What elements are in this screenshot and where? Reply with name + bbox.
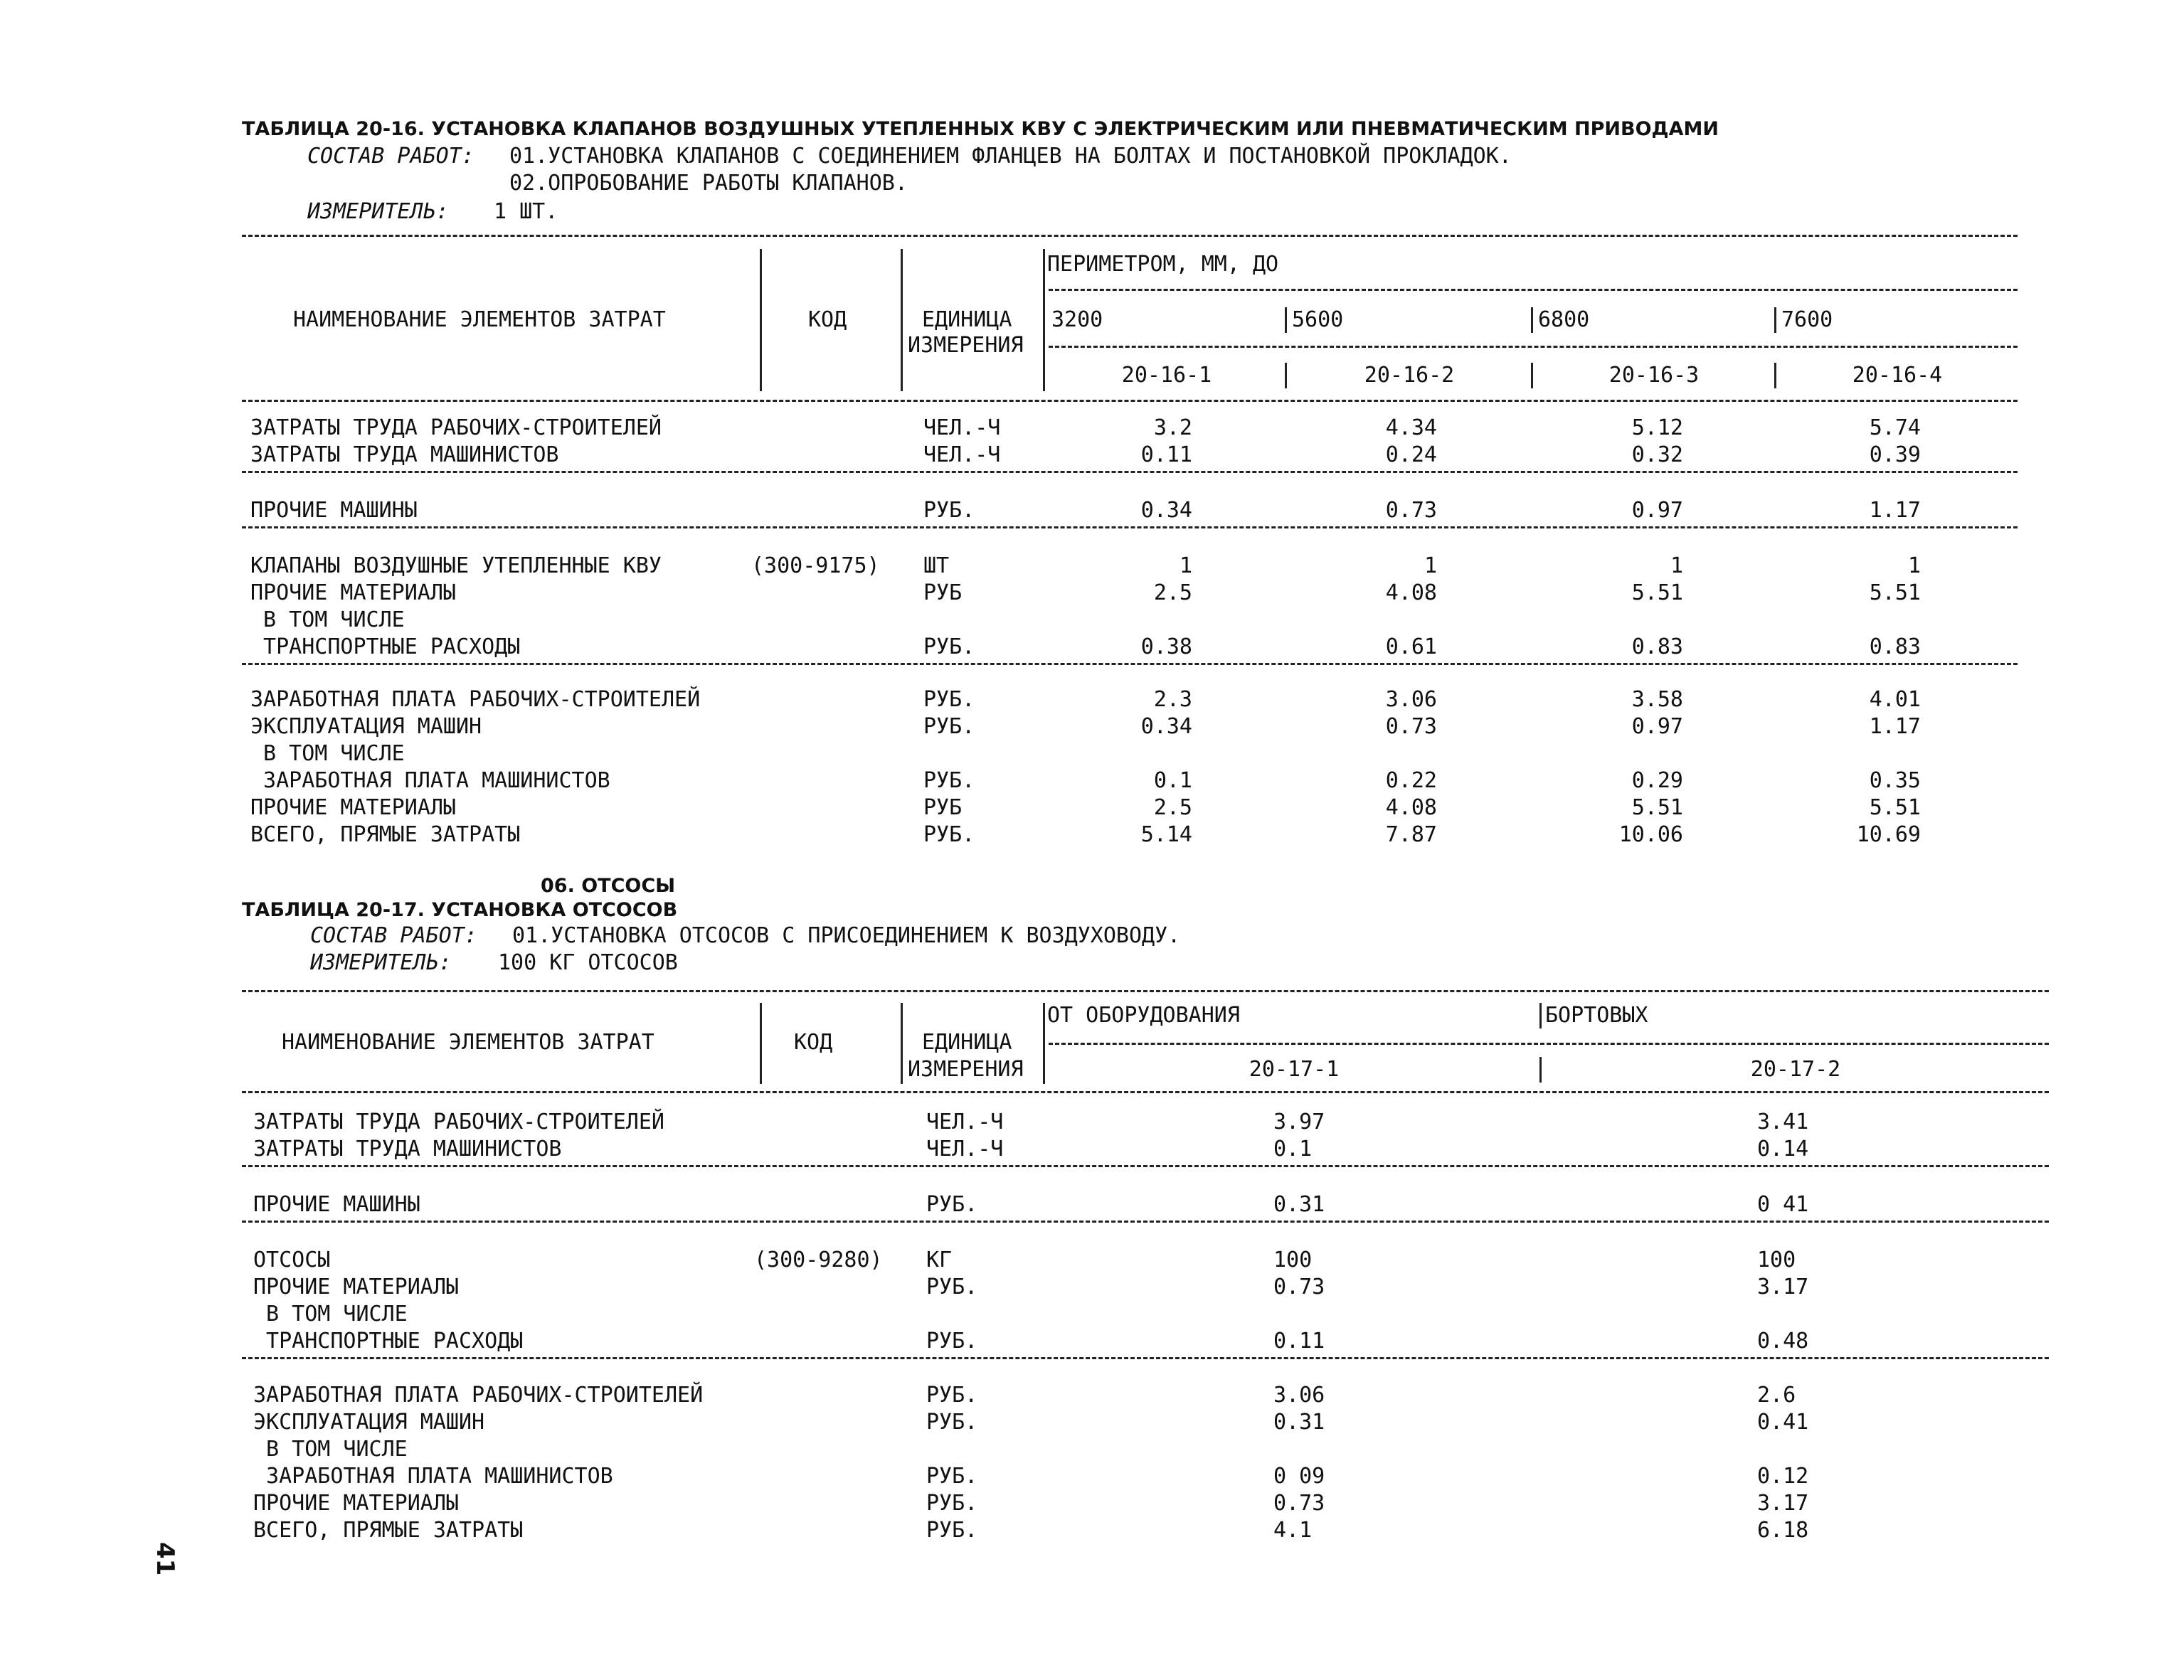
t17-row-value: 0.12	[1757, 1464, 1809, 1489]
t16-group-rule	[1049, 289, 2018, 291]
t16-col-4: 20-16-4	[1852, 363, 1943, 388]
t17-sostav-label: СОСТАВ РАБОТ:	[310, 923, 477, 948]
t17-row-name: ЗАРАБОТНАЯ ПЛАТА РАБОЧИХ-СТРОИТЕЛЕЙ	[253, 1383, 704, 1408]
t17-group-1: ОТ ОБОРУДОВАНИЯ	[1047, 1003, 1240, 1028]
t17-name-header: НАИМЕНОВАНИЕ ЭЛЕМЕНТОВ ЗАТРАТ	[282, 1030, 654, 1055]
t16-row-value: 0.97	[1631, 498, 1683, 523]
t16-row-name: ТРАНСПОРТНЫЕ РАСХОДЫ	[250, 634, 521, 659]
t17-top-rule	[242, 990, 2049, 992]
t17-code-header: КОД	[794, 1030, 833, 1055]
t16-col-2: 20-16-2	[1364, 363, 1455, 388]
t16-row-unit: РУБ	[923, 795, 963, 820]
t17-row-name: ЗАРАБОТНАЯ ПЛАТА МАШИНИСТОВ	[253, 1464, 613, 1489]
t16-row-value: 0.11	[1140, 442, 1192, 467]
t16-row-value: 1.17	[1869, 714, 1921, 739]
t16-row-value: 0.1	[1153, 768, 1192, 793]
t16-row-unit: РУБ.	[923, 714, 975, 739]
t16-sostav-1: 01.УСТАНОВКА КЛАПАНОВ С СОЕДИНЕНИЕМ ФЛАНЦЕВ НА БОЛТАХ И ПОСТАНОВКОЙ ПРОКЛАДОК.	[509, 144, 1512, 169]
t17-row-unit: РУБ.	[926, 1491, 978, 1516]
t16-code-header: КОД	[808, 307, 847, 332]
t16-perim-sep-2	[1531, 307, 1533, 333]
t16-row-value: 3.06	[1385, 687, 1437, 712]
t16-row-value: 0.22	[1385, 768, 1437, 793]
t17-row-value: 3.06	[1273, 1383, 1325, 1408]
t16-group-header: ПЕРИМЕТРОМ, ММ, ДО	[1047, 252, 1279, 277]
t16-row-value: 0.35	[1869, 768, 1921, 793]
page-number: 41	[151, 1542, 179, 1576]
section-title: 06. ОТСОСЫ	[541, 875, 676, 897]
t16-row-value: 0.29	[1631, 768, 1683, 793]
t16-col-sep-1	[1285, 363, 1287, 388]
t16-perim-2: 5600	[1292, 307, 1344, 332]
t17-row-value: 4.1	[1273, 1518, 1313, 1543]
t16-row-value: 2.5	[1153, 580, 1192, 605]
t16-row-value: 5.51	[1631, 580, 1683, 605]
t16-vline-2	[901, 249, 903, 391]
t16-row-value: 5.51	[1869, 795, 1921, 820]
t17-row-unit: ЧЕЛ.-Ч	[926, 1137, 1004, 1161]
t16-row-unit: ЧЕЛ.-Ч	[923, 415, 1001, 440]
t16-row-name: ЭКСПЛУАТАЦИЯ МАШИН	[250, 714, 482, 739]
t16-row-value: 5.14	[1140, 822, 1192, 847]
t16-row-value: 0.34	[1140, 498, 1192, 523]
t17-izm-label: ИЗМЕРИТЕЛЬ:	[310, 950, 452, 975]
t17-row-value: 0 41	[1757, 1192, 1809, 1217]
t16-row-value: 4.08	[1385, 580, 1437, 605]
t17-row-unit: КГ	[926, 1248, 953, 1272]
t17-col-sep	[1539, 1057, 1542, 1083]
t16-row-unit: ЧЕЛ.-Ч	[923, 442, 1001, 467]
t16-row-value: 0.73	[1385, 498, 1437, 523]
t16-row-name: ПРОЧИЕ МАТЕРИАЛЫ	[250, 795, 456, 820]
t16-row-value: 0.38	[1140, 634, 1192, 659]
t16-row-value: 2.5	[1153, 795, 1192, 820]
t16-row-name: КЛАПАНЫ ВОЗДУШНЫЕ УТЕПЛЕННЫЕ КВУ	[250, 553, 662, 578]
t16-row-value: 7.87	[1385, 822, 1437, 847]
t17-row-name: ПРОЧИЕ МАТЕРИАЛЫ	[253, 1275, 459, 1299]
t16-row-value: 4.08	[1385, 795, 1437, 820]
t16-row-name: В ТОМ ЧИСЛЕ	[250, 607, 405, 632]
t16-row-value: 10.69	[1856, 822, 1921, 847]
t17-row-code: (300-9280)	[754, 1248, 883, 1272]
t16-row-rule	[242, 663, 2018, 665]
t17-row-value: 0.73	[1273, 1275, 1325, 1299]
t16-vline-3	[1043, 249, 1045, 391]
t16-row-rule	[242, 526, 2018, 528]
t17-row-name: ПРОЧИЕ МАТЕРИАЛЫ	[253, 1491, 459, 1516]
t17-row-value: 3.17	[1757, 1491, 1809, 1516]
t16-row-value: 0.61	[1385, 634, 1437, 659]
t17-row-unit: РУБ.	[926, 1192, 978, 1217]
t17-row-value: 0.1	[1273, 1137, 1313, 1161]
t16-row-unit: РУБ.	[923, 634, 975, 659]
t16-row-code: (300-9175)	[751, 553, 880, 578]
t16-row-value: 4.01	[1869, 687, 1921, 712]
t16-row-name: ПРОЧИЕ МАШИНЫ	[250, 498, 418, 523]
t16-row-value: 1	[1179, 553, 1192, 578]
t17-row-unit: РУБ.	[926, 1518, 978, 1543]
t16-row-value: 1.17	[1869, 498, 1921, 523]
t17-group-2: БОРТОВЫХ	[1545, 1003, 1648, 1028]
t16-row-value: 5.74	[1869, 415, 1921, 440]
t16-row-value: 3.58	[1631, 687, 1683, 712]
t17-row-name: ПРОЧИЕ МАШИНЫ	[253, 1192, 420, 1217]
t16-izm-value: 1 ШТ.	[494, 199, 558, 224]
t16-row-name: ПРОЧИЕ МАТЕРИАЛЫ	[250, 580, 456, 605]
t17-row-value: 0.31	[1273, 1410, 1325, 1435]
t17-col-2: 20-17-2	[1750, 1057, 1841, 1082]
t17-sostav-1: 01.УСТАНОВКА ОТСОСОВ С ПРИСОЕДИНЕНИЕМ К ВОЗДУХОВОДУ.	[512, 923, 1181, 948]
t16-top-rule	[242, 235, 2018, 237]
t16-row-value: 0.97	[1631, 714, 1683, 739]
t17-row-value: 3.97	[1273, 1110, 1325, 1134]
t16-header-rule	[242, 400, 2018, 402]
t17-row-rule	[242, 1165, 2049, 1167]
t17-row-unit: ЧЕЛ.-Ч	[926, 1110, 1004, 1134]
t16-row-name: ВСЕГО, ПРЯМЫЕ ЗАТРАТЫ	[250, 822, 521, 847]
t16-row-name: ЗАРАБОТНАЯ ПЛАТА РАБОЧИХ-СТРОИТЕЛЕЙ	[250, 687, 701, 712]
t17-row-unit: РУБ.	[926, 1410, 978, 1435]
t16-row-value: 0.73	[1385, 714, 1437, 739]
t17-col-1: 20-17-1	[1249, 1057, 1340, 1082]
t16-title: ТАБЛИЦА 20-16. УСТАНОВКА КЛАПАНОВ ВОЗДУШНЫХ УТЕПЛЕННЫХ КВУ С ЭЛЕКТРИЧЕСКИМ ИЛИ ПНЕВМАТИЧЕСКИМ ПРИВОДАМИ	[242, 118, 1719, 140]
t17-unit-header-1: ЕДИНИЦА	[922, 1030, 1012, 1055]
t16-row-value: 0.39	[1869, 442, 1921, 467]
t16-perim-1: 3200	[1051, 307, 1103, 332]
t16-row-name: ЗАРАБОТНАЯ ПЛАТА МАШИНИСТОВ	[250, 768, 610, 793]
t16-row-value: 2.3	[1153, 687, 1192, 712]
t17-row-value: 100	[1273, 1248, 1313, 1272]
t16-perim-sep-1	[1285, 307, 1287, 333]
t17-vline-1	[760, 1003, 762, 1084]
t17-row-value: 3.17	[1757, 1275, 1809, 1299]
t16-row-value: 0.32	[1631, 442, 1683, 467]
t17-row-rule	[242, 1221, 2049, 1223]
t16-perim-3: 6800	[1538, 307, 1590, 332]
t16-row-value: 1	[1670, 553, 1683, 578]
t16-col-sep-3	[1774, 363, 1776, 388]
t16-perim-4: 7600	[1781, 307, 1833, 332]
t17-row-name: ЭКСПЛУАТАЦИЯ МАШИН	[253, 1410, 485, 1435]
t17-row-name: ВСЕГО, ПРЯМЫЕ ЗАТРАТЫ	[253, 1518, 524, 1543]
t16-row-value: 5.12	[1631, 415, 1683, 440]
t16-row-value: 4.34	[1385, 415, 1437, 440]
t17-row-value: 0.11	[1273, 1329, 1325, 1354]
t16-col-3: 20-16-3	[1608, 363, 1700, 388]
t16-row-name: В ТОМ ЧИСЛЕ	[250, 741, 405, 766]
t16-row-unit: ШТ	[923, 553, 950, 578]
t16-row-name: ЗАТРАТЫ ТРУДА МАШИНИСТОВ	[250, 442, 559, 467]
t17-row-unit: РУБ.	[926, 1383, 978, 1408]
t16-row-value: 0.24	[1385, 442, 1437, 467]
t16-izm-label: ИЗМЕРИТЕЛЬ:	[307, 199, 449, 224]
t17-row-value: 0.31	[1273, 1192, 1325, 1217]
t16-vline-1	[760, 249, 762, 391]
t16-sostav-2: 02.ОПРОБОВАНИЕ РАБОТЫ КЛАПАНОВ.	[509, 171, 908, 196]
t17-group-sep	[1539, 1003, 1542, 1028]
t17-row-value: 0.14	[1757, 1137, 1809, 1161]
t16-row-value: 0.83	[1869, 634, 1921, 659]
t17-row-unit: РУБ.	[926, 1329, 978, 1354]
t17-row-name: ЗАТРАТЫ ТРУДА РАБОЧИХ-СТРОИТЕЛЕЙ	[253, 1110, 664, 1134]
t17-row-value: 0.73	[1273, 1491, 1325, 1516]
t17-row-value: 3.41	[1757, 1110, 1809, 1134]
t16-col-sep-2	[1531, 363, 1533, 388]
t17-row-name: ОТСОСЫ	[253, 1248, 331, 1272]
t16-row-rule	[242, 471, 2018, 473]
t16-sostav-label: СОСТАВ РАБОТ:	[307, 144, 475, 169]
t16-row-value: 1	[1907, 553, 1921, 578]
t16-row-value: 10.06	[1618, 822, 1683, 847]
t17-row-value: 2.6	[1757, 1383, 1796, 1408]
t16-perim-sep-3	[1774, 307, 1776, 333]
t16-perim-rule	[1049, 346, 2018, 348]
t16-unit-header-1: ЕДИНИЦА	[922, 307, 1012, 332]
t17-title: ТАБЛИЦА 20-17. УСТАНОВКА ОТСОСОВ	[242, 899, 678, 921]
t17-vline-3	[1043, 1003, 1045, 1084]
t16-row-unit: РУБ.	[923, 822, 975, 847]
t16-row-value: 1	[1424, 553, 1437, 578]
t16-name-header: НАИМЕНОВАНИЕ ЭЛЕМЕНТОВ ЗАТРАТ	[293, 307, 666, 332]
t17-unit-header-2: ИЗМЕРЕНИЯ	[908, 1057, 1024, 1082]
t17-row-value: 100	[1757, 1248, 1796, 1272]
t17-vline-2	[901, 1003, 903, 1084]
t16-row-value: 3.2	[1153, 415, 1192, 440]
t17-row-unit: РУБ.	[926, 1275, 978, 1299]
t17-row-value: 0.41	[1757, 1410, 1809, 1435]
t16-row-unit: РУБ.	[923, 687, 975, 712]
t17-group-rule	[1049, 1043, 2049, 1045]
t16-row-unit: РУБ.	[923, 768, 975, 793]
t16-row-value: 5.51	[1631, 795, 1683, 820]
t17-row-name: ТРАНСПОРТНЫЕ РАСХОДЫ	[253, 1329, 524, 1354]
t16-row-unit: РУБ.	[923, 498, 975, 523]
t17-row-name: ЗАТРАТЫ ТРУДА МАШИНИСТОВ	[253, 1137, 562, 1161]
t17-row-rule	[242, 1357, 2049, 1359]
t16-unit-header-2: ИЗМЕРЕНИЯ	[908, 333, 1024, 358]
t16-row-value: 0.83	[1631, 634, 1683, 659]
t17-row-unit: РУБ.	[926, 1464, 978, 1489]
t16-row-unit: РУБ	[923, 580, 963, 605]
t17-izm-value: 100 КГ ОТСОСОВ	[498, 950, 678, 975]
t17-row-value: 0.48	[1757, 1329, 1809, 1354]
t17-row-name: В ТОМ ЧИСЛЕ	[253, 1437, 408, 1462]
t17-row-name: В ТОМ ЧИСЛЕ	[253, 1302, 408, 1327]
t16-row-value: 0.34	[1140, 714, 1192, 739]
t16-col-1: 20-16-1	[1121, 363, 1212, 388]
t17-row-value: 6.18	[1757, 1518, 1809, 1543]
t17-header-rule	[242, 1091, 2049, 1093]
t16-row-name: ЗАТРАТЫ ТРУДА РАБОЧИХ-СТРОИТЕЛЕЙ	[250, 415, 662, 440]
t16-row-value: 5.51	[1869, 580, 1921, 605]
t17-row-value: 0 09	[1273, 1464, 1325, 1489]
